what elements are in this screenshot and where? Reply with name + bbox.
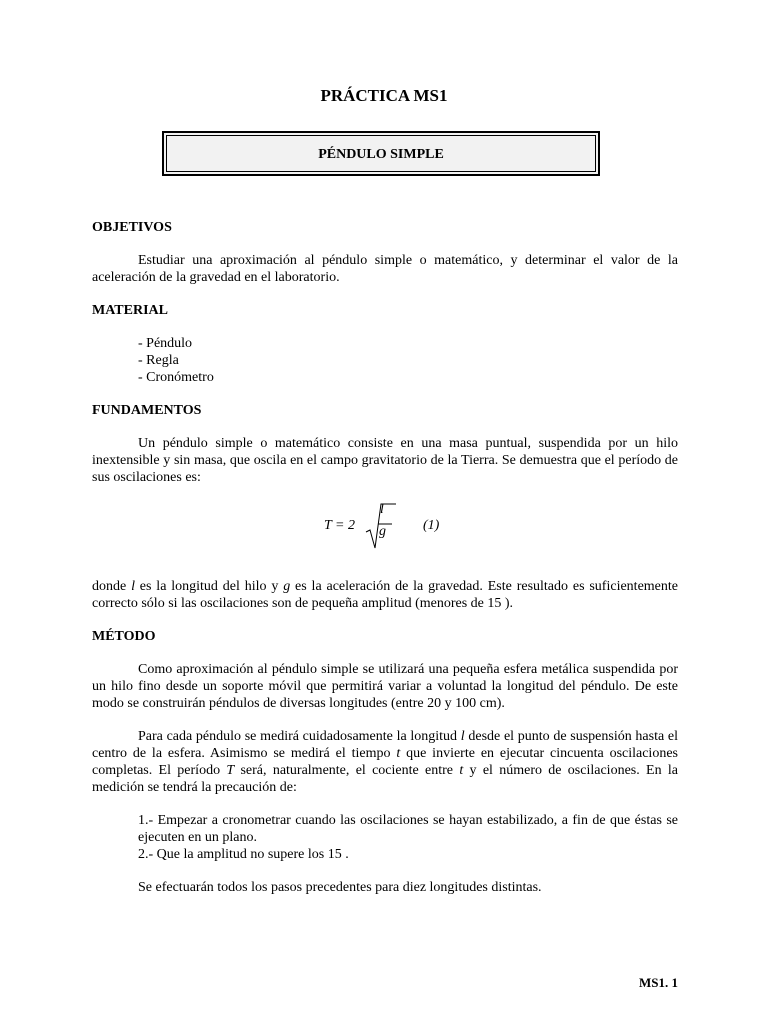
objetivos-text: Estudiar una aproximación al péndulo simple o matemático, y determinar el valor de la aceleración de la gravedad en el laboratorio.	[92, 253, 678, 285]
fundamentos-explanation	[92, 578, 678, 612]
text-run: será, naturalmente, el cociente entre	[234, 763, 460, 778]
material-list	[138, 335, 678, 386]
equation-denominator: g	[379, 524, 386, 539]
equation-numerator: l	[380, 502, 384, 517]
list-item: - Péndulo	[138, 336, 193, 351]
fundamentos-text: Un péndulo simple o matemático consiste en una masa puntual, suspendida por un hilo inextensible y sin masa, que oscila en el campo gravitatorio de la Tierra. Se demuestra que el período de sus oscilaciones es:	[92, 436, 678, 485]
text-run: donde	[92, 579, 132, 594]
page-title: PRÁCTICA MS1	[320, 86, 448, 105]
variable-T: T	[226, 763, 235, 778]
text-run: es la aceleración de la gravedad. Este resultado es suficientemente correcto sólo si las oscilaciones son de pequeña amplitud (menores de 15 ).	[92, 579, 678, 611]
text-run: es la longitud del hilo y	[134, 579, 284, 594]
metodo-paragraph-2	[92, 728, 678, 796]
text-run: desde el punto de suspensión hasta el centro de la esfera. Asimismo se medirá el tiempo	[92, 729, 678, 761]
metodo-heading: MÉTODO	[92, 629, 156, 644]
variable-l: l	[460, 729, 465, 744]
metodo-paragraph-1: Como aproximación al péndulo simple se utilizará una pequeña esfera metálica suspendida por un hilo fino desde un soporte móvil que permitirá variar a voluntad la longitud del péndulo. De este modo se construirán péndulos de diversas longitudes (entre 20 y 100 cm).	[92, 662, 678, 711]
list-item: - Regla	[138, 353, 179, 368]
variable-l: l	[131, 579, 135, 594]
list-item: - Cronómetro	[138, 370, 214, 385]
list-item: 2.- Que la amplitud no supere los 15 .	[138, 847, 349, 862]
variable-t: t	[459, 763, 464, 778]
list-item: 1.- Empezar a cronometrar cuando las oscilaciones se hayan estabilizado, a fin de que éstas se ejecuten en un plano.	[138, 813, 678, 845]
precaution-list	[138, 812, 678, 863]
variable-g: g	[283, 579, 291, 594]
text-run: que invierte en ejecutar cincuenta oscilaciones completas. El período	[92, 746, 678, 778]
variable-t: t	[396, 746, 401, 761]
fundamentos-heading: FUNDAMENTOS	[92, 403, 202, 418]
text-run: y el número de oscilaciones. En la medición se tendrá la precaución de:	[92, 763, 678, 795]
equation-number: (1)	[423, 518, 440, 533]
objetivos-heading: OBJETIVOS	[92, 220, 172, 235]
subtitle: PÉNDULO SIMPLE	[318, 147, 444, 162]
subtitle-box	[162, 131, 600, 176]
text-run: Para cada péndulo se medirá cuidadosamente la longitud	[138, 729, 461, 744]
material-heading: MATERIAL	[92, 303, 168, 318]
equation-lhs: T = 2	[324, 518, 355, 533]
period-equation	[92, 502, 678, 554]
page-number: MS1. 1	[639, 975, 678, 990]
document-body	[92, 219, 678, 912]
metodo-final: Se efectuarán todos los pasos precedentes para diez longitudes distintas.	[138, 880, 542, 895]
